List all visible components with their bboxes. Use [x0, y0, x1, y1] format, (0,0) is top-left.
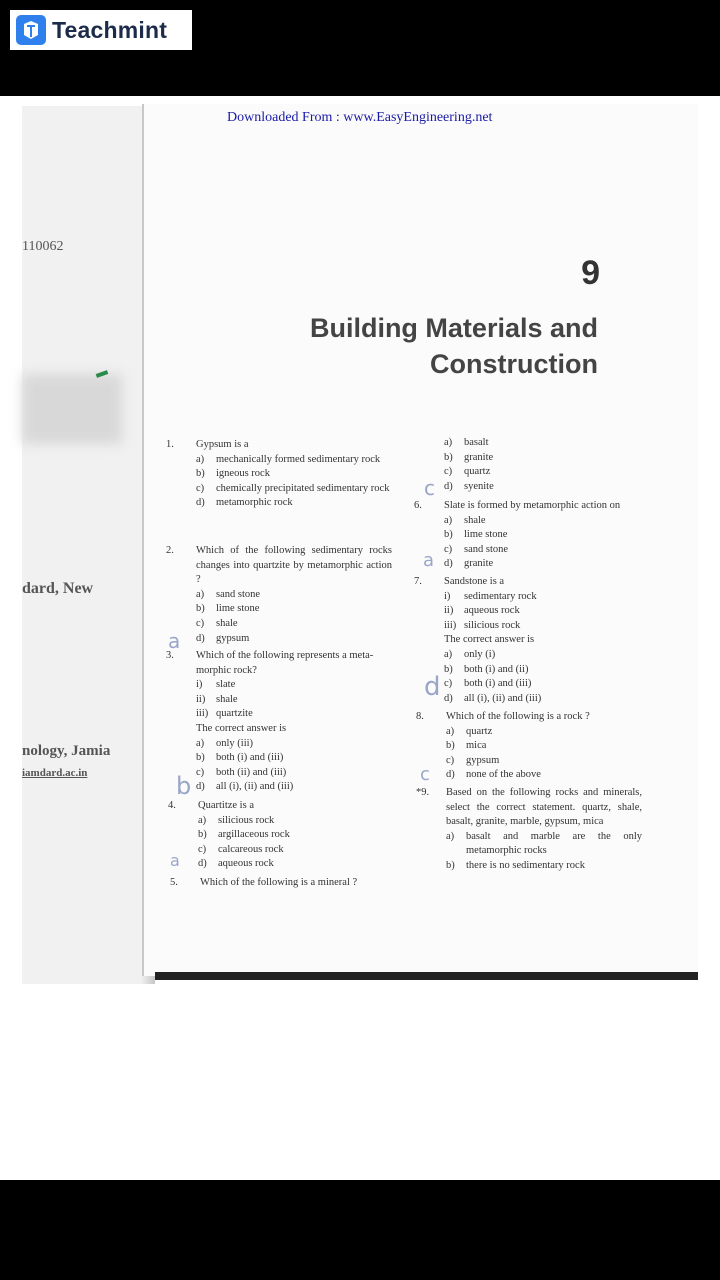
question-number: 3. [166, 650, 174, 661]
sub-item-text: slate [216, 679, 236, 691]
option-text: basalt [464, 437, 489, 448]
option-label: d) [198, 858, 207, 870]
option [198, 843, 392, 858]
option-text: gypsum [466, 754, 500, 766]
option-text: argillaceous rock [218, 829, 290, 841]
left-page-edge [22, 106, 155, 984]
sub-item [444, 604, 640, 619]
sub-item-label: iii) [196, 708, 209, 720]
option [444, 436, 638, 451]
option-text: mechanically formed sedimentary rock [216, 453, 381, 465]
option-label: c) [444, 543, 453, 555]
question-stem: Which of the following represents a meta-morphic rock? [196, 650, 374, 676]
pen-mark-q4: a [170, 851, 180, 870]
option [196, 496, 392, 511]
option-label: c) [444, 678, 453, 690]
sub-item [444, 619, 640, 634]
option-label: a) [446, 725, 455, 737]
option-text: both (i) and (iii) [216, 752, 284, 764]
sub-item [444, 590, 640, 605]
option [444, 677, 640, 692]
answer-label: The correct answer is [444, 634, 535, 646]
question-number: 4. [168, 800, 176, 811]
page-bottom-edge [155, 972, 698, 980]
option-label: b) [198, 829, 207, 841]
option [198, 857, 392, 872]
sub-item [196, 678, 392, 693]
download-source-top[interactable]: Downloaded From : www.EasyEngineering.net [227, 110, 493, 125]
option-label: b) [446, 859, 455, 871]
option-label: d) [446, 769, 455, 781]
option [444, 528, 640, 543]
option-label: a) [444, 514, 453, 526]
option-label: c) [444, 466, 453, 478]
option [196, 632, 392, 647]
question-stem: Gypsum is a [196, 439, 249, 450]
option-label: c) [198, 843, 207, 855]
option [196, 453, 392, 468]
option-text: shale [216, 617, 238, 629]
question-number: 7. [414, 576, 422, 587]
option [444, 514, 640, 529]
question-stem: Based on the following rocks and minerals, select the correct statement. quartz, shale, basalt, granite, marble, gypsum, mica [446, 787, 642, 828]
option-label: b) [444, 451, 453, 463]
option-label: a) [444, 648, 453, 660]
option [446, 768, 642, 783]
question-stem: Slate is formed by metamorphic action on [444, 500, 621, 511]
option-label: b) [196, 468, 205, 480]
option-text: shale [464, 514, 486, 526]
option-label: b) [446, 740, 455, 752]
option [444, 480, 638, 495]
option [446, 859, 642, 874]
top-black-bar [0, 0, 720, 96]
sub-item-label: i) [444, 590, 451, 602]
option-text: all (i), (ii) and (iii) [464, 692, 542, 704]
pen-mark-q2: a [168, 629, 181, 653]
option [196, 588, 392, 603]
sub-item-text: sedimentary rock [464, 590, 537, 602]
option [446, 830, 642, 859]
option-label: b) [196, 603, 205, 615]
option-label: a) [196, 453, 205, 465]
question-number: 6. [414, 500, 422, 511]
option [446, 754, 642, 769]
bottom-black-bar [0, 1180, 720, 1280]
sub-item-text: aqueous rock [464, 605, 520, 617]
option-label: a) [444, 437, 453, 448]
option-text: all (i), (ii) and (iii) [216, 781, 294, 793]
question-stem: Sandstone is a [444, 576, 505, 587]
option-text: basalt and marble are the only metamorphic rocks [466, 830, 642, 857]
pen-mark-q7: d [424, 672, 441, 702]
question-number: 2. [166, 545, 174, 556]
option-label: d) [196, 781, 205, 793]
sub-item [196, 693, 392, 708]
chapter-title-line1: Building Materials and [309, 313, 598, 343]
option-label: d) [196, 497, 205, 509]
option-text: granite [464, 558, 494, 570]
sub-item-text: shale [216, 693, 238, 705]
answer-label: The correct answer is [196, 722, 287, 734]
option [444, 692, 640, 707]
option [444, 648, 640, 663]
option [444, 451, 638, 466]
option-text: igneous rock [216, 468, 270, 480]
option [446, 725, 642, 740]
question-number: 5. [170, 877, 178, 888]
sub-item [196, 707, 392, 722]
option [196, 617, 392, 632]
option [444, 543, 640, 558]
question-number: 1. [166, 439, 174, 450]
option-label: c) [196, 617, 205, 629]
question-5 [170, 876, 394, 891]
option-label: d) [444, 558, 453, 570]
question-6 [414, 499, 640, 572]
option-text: aqueous rock [218, 858, 274, 870]
sub-item-label: ii) [196, 693, 206, 705]
option-text: both (i) and (iii) [464, 678, 532, 690]
sub-item-label: iii) [444, 619, 457, 631]
option-text: sand stone [464, 543, 509, 555]
option-label: a) [196, 588, 205, 600]
option-text: lime stone [464, 529, 508, 541]
teachmint-logo-icon [16, 15, 46, 45]
question-number: 8. [416, 711, 424, 722]
option-text: gypsum [216, 632, 250, 644]
option-text: syenite [464, 480, 494, 492]
option-label: a) [446, 830, 455, 842]
option [196, 467, 392, 482]
chapter-title [280, 310, 598, 382]
option-label: b) [444, 529, 453, 541]
scanned-page [0, 96, 720, 1180]
left-page-smudge [22, 374, 122, 444]
option-text: quartz [466, 725, 493, 737]
option [444, 465, 638, 480]
option-label: a) [198, 814, 207, 826]
option [196, 751, 392, 766]
option-text: granite [464, 451, 494, 463]
option-text: there is no sedimentary rock [466, 859, 585, 871]
option-label: d) [444, 480, 453, 492]
option-text: mica [466, 740, 487, 752]
option-text: both (ii) and (iii) [216, 766, 287, 778]
left-page-pincode: 110062 [22, 239, 64, 254]
sub-item-label: ii) [444, 605, 454, 617]
question-9 [416, 786, 642, 874]
question-1 [166, 438, 392, 511]
question-4 [168, 799, 392, 872]
option-label: d) [196, 632, 205, 644]
question-stem: Which of the following is a mineral ? [200, 877, 358, 888]
option [196, 766, 392, 781]
option-text: only (i) [464, 648, 496, 660]
pen-mark-q6: a [423, 550, 435, 571]
option-text: sand stone [216, 588, 261, 600]
chapter-title-line2: Construction [430, 349, 598, 379]
question-8 [416, 710, 642, 783]
option-text: quartz [464, 466, 491, 478]
question-stem: Which of the following is a rock ? [446, 711, 590, 722]
question-stem: Quartitze is a [198, 800, 254, 811]
option-text: calcareous rock [218, 843, 284, 855]
brand-name: Teachmint [52, 16, 168, 43]
sub-item-text: quartzite [216, 708, 253, 720]
option [446, 739, 642, 754]
option-label: c) [196, 482, 205, 494]
question-3 [166, 649, 392, 795]
option-text: none of the above [466, 769, 541, 781]
pen-mark-q3: b [176, 772, 192, 800]
option-text: only (iii) [216, 737, 254, 749]
option [444, 663, 640, 678]
question-number: *9. [416, 787, 430, 798]
teachmint-logo[interactable] [10, 10, 192, 50]
left-page-text-dard: dard, New [22, 580, 94, 597]
option-label: a) [196, 737, 205, 749]
pen-mark-q8: c [420, 764, 430, 785]
option [196, 482, 392, 497]
sub-item-label: i) [196, 679, 203, 691]
pen-mark-q5: c [424, 476, 435, 500]
option-label: d) [444, 692, 453, 704]
question-stem: Which of the following sedimentary rocks changes into quartzite by metamorphic action ? [196, 545, 392, 586]
chapter-number: 9 [581, 254, 600, 292]
option-text: lime stone [216, 603, 260, 615]
option-label: c) [196, 766, 205, 778]
option [198, 828, 392, 843]
option [198, 814, 392, 829]
option-text: metamorphic rock [216, 497, 293, 509]
question-7 [414, 575, 640, 706]
option-label: b) [196, 752, 205, 764]
option [444, 557, 640, 572]
option [196, 737, 392, 752]
option-label: b) [444, 663, 453, 675]
left-page-email: iamdard.ac.in [22, 767, 88, 779]
question-2 [166, 544, 392, 646]
option-text: both (i) and (ii) [464, 663, 529, 675]
option-text: chemically precipitated sedimentary rock [216, 482, 390, 494]
left-page-text-nology: nology, Jamia [22, 743, 111, 759]
option [196, 602, 392, 617]
question-5-options [414, 436, 638, 494]
option [196, 780, 392, 795]
sub-item-text: silicious rock [464, 619, 521, 631]
option-text: silicious rock [218, 814, 275, 826]
option-label: c) [446, 754, 455, 766]
